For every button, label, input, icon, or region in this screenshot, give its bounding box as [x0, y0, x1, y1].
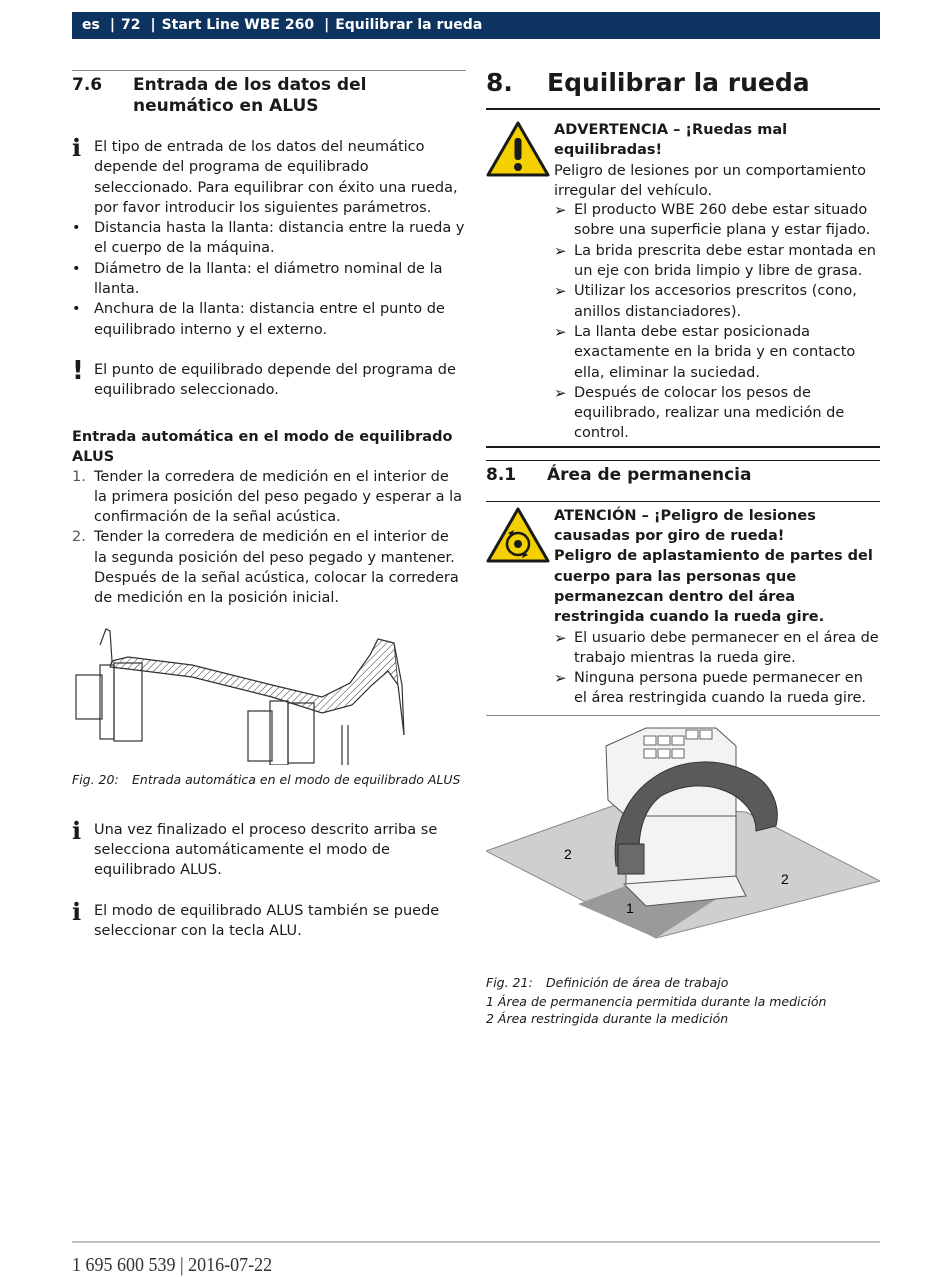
- note-text: El modo de equilibrado ALUS también se puede seleccionar con la tecla ALU.: [94, 902, 440, 939]
- subsection-title: Área de permanencia: [547, 464, 752, 485]
- info-icon: ℹ: [72, 134, 82, 162]
- info-note: [72, 816, 466, 881]
- section-divider: [72, 70, 466, 71]
- divider: [486, 446, 880, 460]
- list-item: ➢ El usuario debe permanecer en el área de trabajo mientras la rueda gire.: [554, 628, 879, 666]
- warning-block: [486, 110, 880, 201]
- warning-list: [554, 180, 880, 444]
- list-item: • Distancia hasta la llanta: distancia entre la rueda y el cuerpo de la máquina.: [72, 220, 465, 257]
- area-label-1: 1: [626, 899, 634, 916]
- info-note: [72, 134, 466, 218]
- info-note: [72, 897, 466, 942]
- left-column: [72, 70, 466, 941]
- page-footer: 1 695 600 539 | 2016-07-22: [72, 1241, 880, 1276]
- chapter-number: 8.: [486, 68, 513, 97]
- list-item: • Diámetro de la llanta: el diámetro nominal de la llanta.: [72, 260, 443, 298]
- info-icon: ℹ: [72, 816, 82, 845]
- warning-title: ADVERTENCIA – ¡Ruedas mal equilibradas!: [554, 122, 788, 159]
- rim-cross-section-figure: [72, 625, 412, 765]
- subsection-heading: [486, 460, 880, 502]
- warning-text: Peligro de lesiones por un comportamiento irregular del vehículo.: [554, 162, 866, 199]
- section-title: Entrada de los datos del neumático en ALUS: [133, 75, 367, 116]
- important-note: [72, 355, 466, 401]
- list-item: ➢ La llanta debe estar posicionada exactamente en la brida y en contacto ella, eliminar la suciedad.: [554, 322, 856, 381]
- list-item: • Anchura de la llanta: distancia entre el punto de equilibrado interno y el externo.: [72, 301, 445, 338]
- page-header: es | 72 | Start Line WBE 260 | Equilibrar la rueda: [72, 12, 880, 39]
- subsection-number: 8.1: [486, 464, 517, 485]
- warning-triangle-icon: [486, 120, 554, 201]
- right-column: [486, 70, 880, 1027]
- list-item: ➢ Ninguna persona puede permanecer en el área restringida cuando la rueda gire.: [554, 669, 867, 707]
- rotating-hazard-icon: [486, 506, 554, 709]
- step-item: 1. Tender la corredera de medición en el interior de la primera posición del peso pegado y esperar a la confirmación de la señal acústica.: [72, 468, 462, 526]
- header-lang: es: [82, 17, 100, 33]
- note-text: El punto de equilibrado depende del programa de equilibrado seleccionado.: [94, 361, 456, 399]
- figure-legend-item: 1 Área de permanencia permitida durante la medición: [486, 993, 827, 1009]
- list-item: ➢ El producto WBE 260 debe estar situado sobre una superficie plana y estar fijado.: [554, 201, 871, 239]
- figure-legend-item: 2 Área restringida durante la medición: [486, 1010, 729, 1026]
- chapter-title: Equilibrar la rueda: [547, 68, 810, 97]
- section-number: 7.6: [72, 75, 103, 95]
- header-product: Start Line WBE 260: [161, 17, 315, 33]
- figure-caption: Fig. 21: Definición de área de trabajo: [486, 974, 729, 990]
- work-area-figure: [486, 716, 880, 966]
- caution-title: ATENCIÓN – ¡Peligro de lesiones causadas por giro de rueda!: [554, 507, 816, 545]
- list-item: ➢ Utilizar los accesorios prescritos (cono, anillos distanciadores).: [554, 282, 857, 320]
- area-label-2: 2: [781, 870, 789, 887]
- info-icon: ℹ: [72, 897, 82, 926]
- section-heading: [72, 75, 466, 117]
- caution-text: Peligro de aplastamiento de partes del cuerpo para las personas que permanezcan dentro del área restringida cuando la rueda gire.: [554, 548, 873, 626]
- list-item: ➢ Después de colocar los pesos de equilibrado, realizar una medición de control.: [554, 383, 845, 442]
- list-item: ➢ La brida prescrita debe estar montada en un eje con brida limpio y libre de grasa.: [554, 241, 876, 280]
- header-section: Equilibrar la rueda: [335, 17, 483, 33]
- chapter-heading: [486, 70, 880, 110]
- figure-caption: Fig. 20: Entrada automática en el modo de equilibrado ALUS: [72, 771, 461, 787]
- note-text: El tipo de entrada de los datos del neumático depende del programa de equilibrado seleccionado. Para equilibrar con éxito una rueda, por favor introducir los siguientes parámetros.: [94, 139, 458, 216]
- exclamation-icon: !: [72, 355, 84, 386]
- note-text: Una vez finalizado el proceso descrito arriba se selecciona automáticamente el modo de equilibrado ALUS.: [94, 821, 438, 879]
- area-label-2: 2: [564, 845, 572, 862]
- caution-block: [486, 502, 880, 709]
- header-page: 72: [120, 17, 141, 33]
- step-item: 2. Tender la corredera de medición en el interior de la segunda posición del peso pegado y mantener. Después de la señal acústica, colocar la corredera de medición en la posición inicial.: [72, 529, 459, 607]
- subheading: Entrada automática en el modo de equilibrado ALUS: [72, 428, 453, 465]
